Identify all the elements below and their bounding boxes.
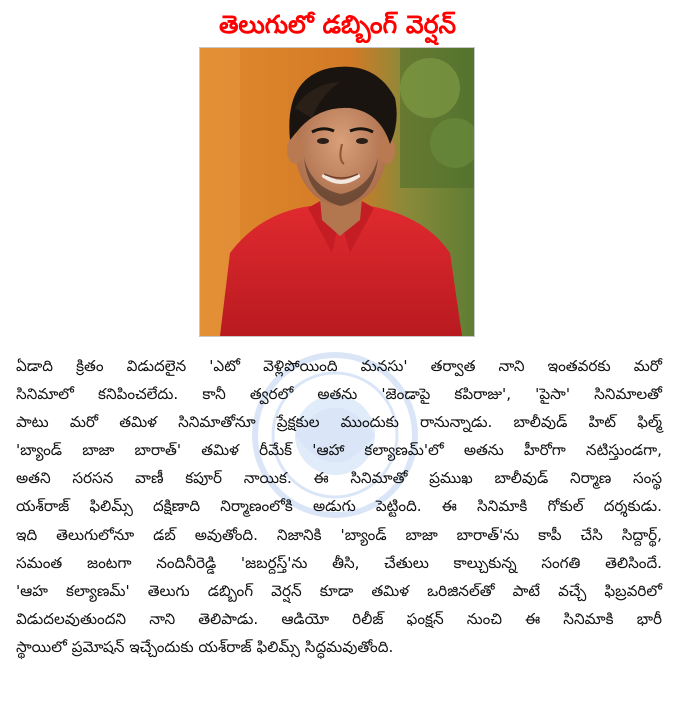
article-line: ఇది తెలుగులోనూ డబ్ అవుతోంది. నిజానికి 'బ్యాండ్ బాజా బారాత్'ను కాపీ చేసి సిద్దార్థ్,	[16, 525, 662, 544]
article-line: విడుదలవుతుందని నాని తెలిపాడు. ఆడియో రిలీజ్ ఫంక్షన్ నుంచి ఈ సినిమాకి భారీ	[16, 609, 662, 628]
actor-photo	[199, 47, 475, 337]
article-line: పాటు మరో తమిళ సినిమాతోనూ ప్రేక్షకుల ముందుకు రానున్నాడు. బాలీవుడ్ హిట్ ఫిల్మ్	[16, 413, 662, 432]
article-line: సినిమాలో కనిపించలేదు. కానీ త్వరలో అతను 'జెండాపై కపిరాజు', 'పైసా' సినిమాలతో	[16, 385, 662, 404]
article-line: 'ఆహ కల్యాణమ్' తెలుగు డబ్బింగ్ వెర్షన్ కూడా తమిళ ఒరిజినల్‌తో పాటే వచ్చే ఫిబ్రవరిలో	[16, 581, 662, 600]
article-line: స్థాయిలో ప్రమోషన్ ఇచ్చేందుకు యశ్‌రాజ్ ఫిలిమ్స్ సిద్ధమవుతోంది.	[16, 637, 394, 656]
article-body	[16, 352, 662, 661]
article-line: అతని సరసన వాణీ కపూర్ నాయిక. ఈ సినిమాతో ప్రముఖ బాలీవుడ్ నిర్మాణ సంస్థ	[16, 469, 662, 488]
article-line: ఏడాది క్రితం విడుదలైన 'ఎటో వెళ్లిపోయింది మనసు' తర్వాత నాని ఇంతవరకు మరో	[16, 357, 662, 375]
article-line: సమంత జంటగా నందినీరెడ్డి 'జబర్దస్త్'ను తీసి, చేతులు కాల్చుకున్న సంగతి తెలిసిందే.	[16, 553, 662, 572]
article-headline: తెలుగులో డబ్బింగ్ వెర్షన్	[218, 10, 456, 39]
article-line: 'బ్యాండ్ బాజా బారాత్' తమిళ రీమేక్ 'ఆహా కల్యాణమ్'లో అతను హీరోగా నటిస్తుండగా,	[16, 441, 662, 460]
article-line: యశ్‌రాజ్ ఫిలిమ్స్ దక్షిణాది నిర్మాణంలోకి అడుగు పెట్టింది. ఈ సినిమాకి గోకుల్ దర్శకుడు.	[16, 497, 662, 516]
